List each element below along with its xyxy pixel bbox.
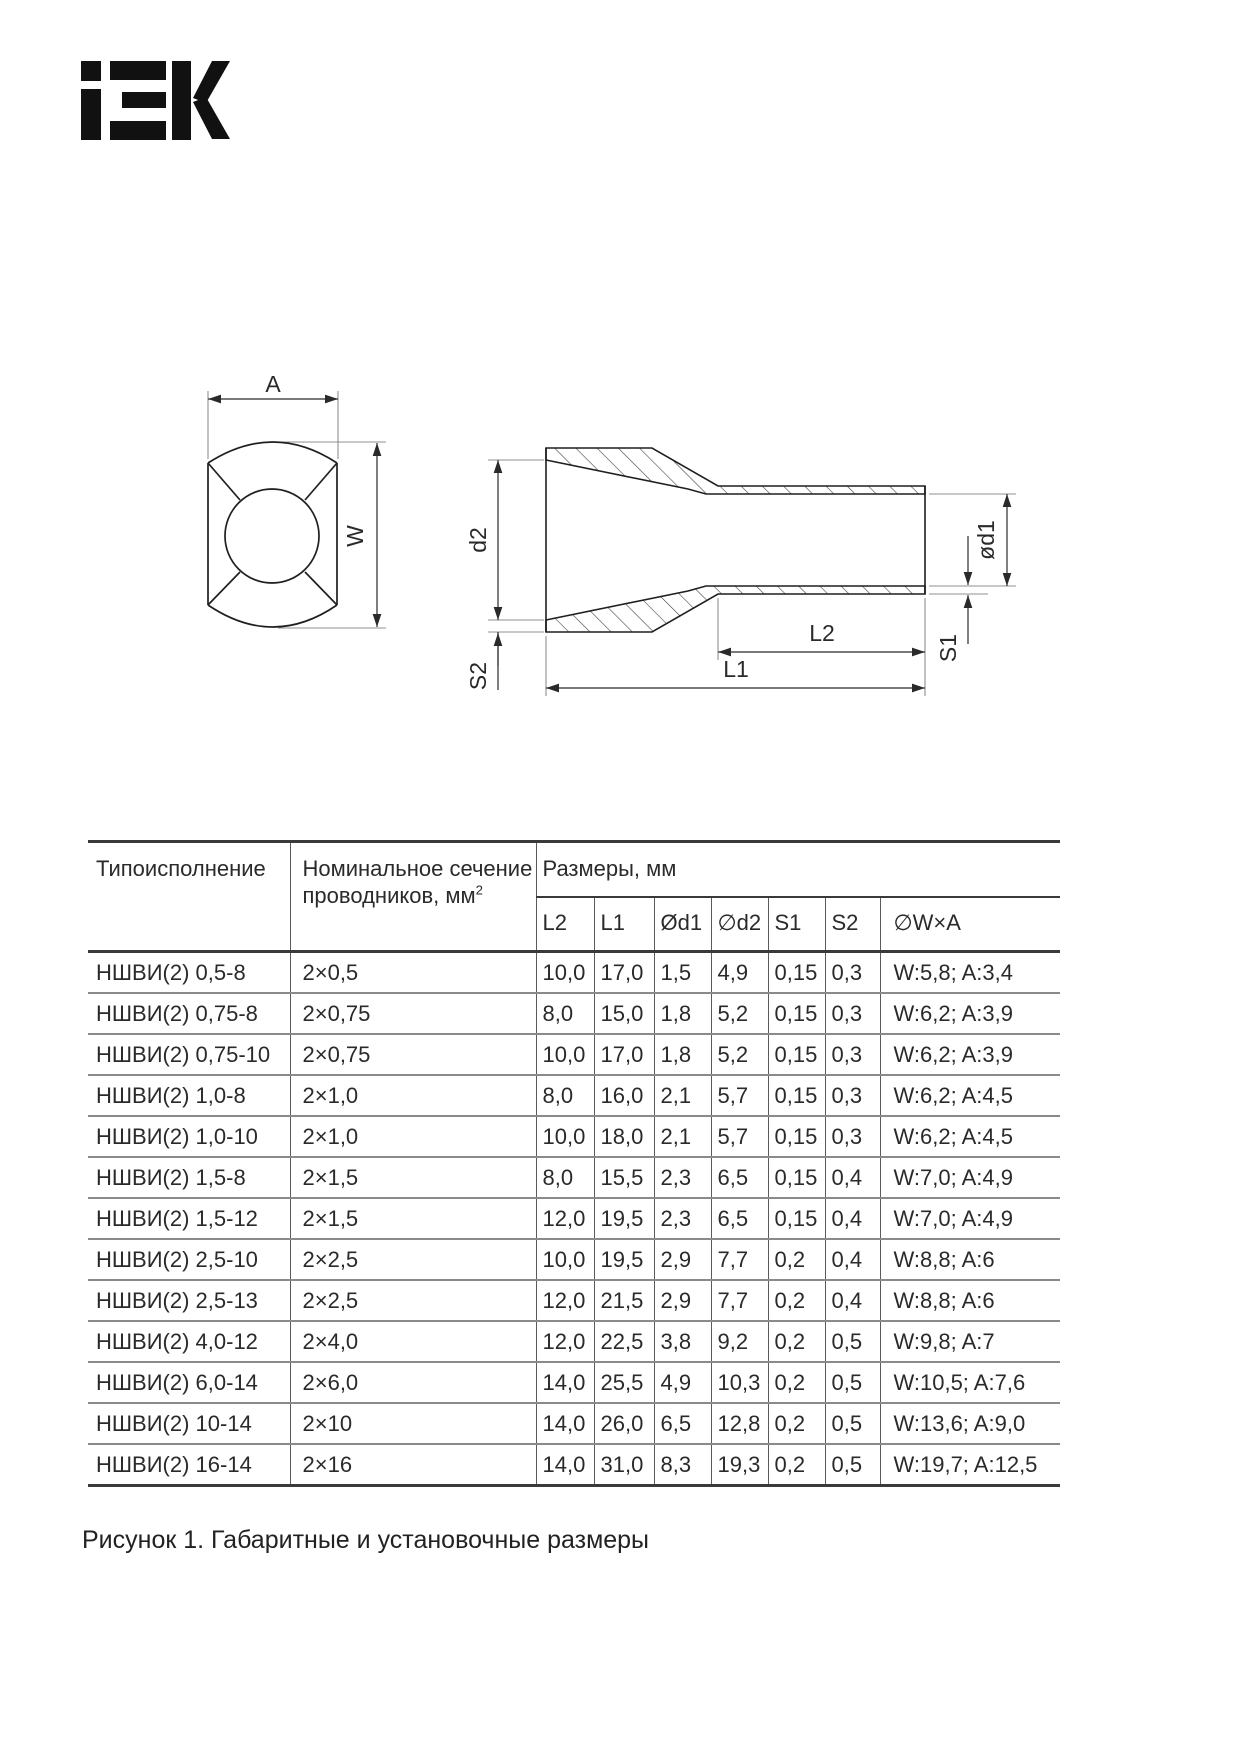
table-row — [88, 1239, 1060, 1280]
cell-section: 2×1,0 — [290, 1116, 536, 1157]
cell-s1: 0,15 — [768, 1034, 825, 1075]
cell-d2: 12,8 — [711, 1403, 768, 1444]
cell-wxa: W:8,8; A:6 — [880, 1239, 1060, 1280]
table-row — [88, 1280, 1060, 1321]
cell-s1: 0,15 — [768, 1198, 825, 1239]
cell-s2: 0,3 — [825, 1075, 880, 1116]
cell-wxa: W:8,8; A:6 — [880, 1280, 1060, 1321]
cell-l2: 8,0 — [536, 1157, 594, 1198]
cell-type: НШВИ(2) 10-14 — [88, 1403, 290, 1444]
logo-k-stem — [172, 61, 191, 140]
cell-d2: 6,5 — [711, 1198, 768, 1239]
cell-d2: 5,2 — [711, 993, 768, 1034]
cell-l2: 12,0 — [536, 1321, 594, 1362]
logo-e-top-bar — [110, 61, 166, 80]
table-row — [88, 1362, 1060, 1403]
header-d2: ∅d2 — [711, 897, 768, 952]
cell-d2: 5,7 — [711, 1075, 768, 1116]
table-row — [88, 1157, 1060, 1198]
cell-d1: 2,1 — [654, 1116, 711, 1157]
cell-d1: 2,9 — [654, 1280, 711, 1321]
cell-s2: 0,3 — [825, 1034, 880, 1075]
cell-type: НШВИ(2) 16-14 — [88, 1444, 290, 1486]
cell-wxa: W:7,0; A:4,9 — [880, 1157, 1060, 1198]
dim-label-d1: ød1 — [973, 520, 999, 560]
cell-wxa: W:9,8; A:7 — [880, 1321, 1060, 1362]
cell-s1: 0,2 — [768, 1280, 825, 1321]
cell-s2: 0,3 — [825, 993, 880, 1034]
cell-l2: 14,0 — [536, 1444, 594, 1486]
dim-label-s2: S2 — [465, 661, 491, 691]
cell-section: 2×0,75 — [290, 1034, 536, 1075]
table-row — [88, 1444, 1060, 1486]
cell-d1: 2,3 — [654, 1157, 711, 1198]
table-row — [88, 952, 1060, 994]
cell-section: 2×0,75 — [290, 993, 536, 1034]
cell-s2: 0,5 — [825, 1362, 880, 1403]
cell-d1: 8,3 — [654, 1444, 711, 1486]
header-s1: S1 — [768, 897, 825, 952]
cell-s2: 0,3 — [825, 952, 880, 994]
cell-l2: 10,0 — [536, 1239, 594, 1280]
cell-d1: 1,8 — [654, 1034, 711, 1075]
cell-d1: 2,1 — [654, 1075, 711, 1116]
side-view-drawing — [465, 448, 1016, 696]
cell-wxa: W:6,2; A:3,9 — [880, 1034, 1060, 1075]
table-row — [88, 1403, 1060, 1444]
dim-label-d2: d2 — [465, 527, 491, 553]
cell-section: 2×1,0 — [290, 1075, 536, 1116]
dim-label-w: W — [342, 525, 368, 547]
cell-wxa: W:5,8; A:3,4 — [880, 952, 1060, 994]
header-s2: S2 — [825, 897, 880, 952]
cell-s1: 0,2 — [768, 1362, 825, 1403]
cell-s2: 0,4 — [825, 1198, 880, 1239]
cell-s1: 0,15 — [768, 1116, 825, 1157]
cell-l2: 10,0 — [536, 1034, 594, 1075]
cell-l1: 19,5 — [594, 1198, 654, 1239]
cell-d2: 4,9 — [711, 952, 768, 994]
cell-wxa: W:6,2; A:3,9 — [880, 993, 1060, 1034]
cell-l1: 15,5 — [594, 1157, 654, 1198]
cell-section: 2×2,5 — [290, 1280, 536, 1321]
cell-section: 2×1,5 — [290, 1198, 536, 1239]
cell-s2: 0,4 — [825, 1157, 880, 1198]
cell-type: НШВИ(2) 4,0-12 — [88, 1321, 290, 1362]
ferrule-side-section — [546, 448, 925, 632]
cell-l2: 10,0 — [536, 1116, 594, 1157]
cell-section: 2×0,5 — [290, 952, 536, 994]
cell-type: НШВИ(2) 1,5-8 — [88, 1157, 290, 1198]
table-row — [88, 1075, 1060, 1116]
cell-s1: 0,2 — [768, 1444, 825, 1486]
cell-d2: 5,7 — [711, 1116, 768, 1157]
cell-section: 2×1,5 — [290, 1157, 536, 1198]
cell-section: 2×16 — [290, 1444, 536, 1486]
dim-label-a: A — [265, 371, 281, 397]
table-row — [88, 1198, 1060, 1239]
header-sizes-group: Размеры, мм — [536, 842, 1060, 897]
cell-s2: 0,5 — [825, 1321, 880, 1362]
dim-label-l1: L1 — [723, 656, 749, 682]
logo-k-upper-arm — [193, 61, 230, 103]
cell-type: НШВИ(2) 0,5-8 — [88, 952, 290, 994]
cell-l1: 17,0 — [594, 1034, 654, 1075]
cell-l1: 31,0 — [594, 1444, 654, 1486]
cell-wxa: W:13,6; A:9,0 — [880, 1403, 1060, 1444]
cell-wxa: W:6,2; A:4,5 — [880, 1075, 1060, 1116]
cell-l1: 15,0 — [594, 993, 654, 1034]
cell-l1: 26,0 — [594, 1403, 654, 1444]
cell-d2: 9,2 — [711, 1321, 768, 1362]
logo-k-lower-arm — [193, 97, 230, 139]
front-view-drawing — [208, 371, 386, 628]
logo-i-stem — [81, 89, 101, 140]
header-d1: Ød1 — [654, 897, 711, 952]
cell-d2: 5,2 — [711, 1034, 768, 1075]
cell-s2: 0,3 — [825, 1116, 880, 1157]
cell-l2: 14,0 — [536, 1362, 594, 1403]
cell-d2: 10,3 — [711, 1362, 768, 1403]
cell-d2: 6,5 — [711, 1157, 768, 1198]
cell-type: НШВИ(2) 0,75-8 — [88, 993, 290, 1034]
header-section-sup: 2 — [475, 882, 483, 898]
cell-wxa: W:10,5; A:7,6 — [880, 1362, 1060, 1403]
cell-l2: 12,0 — [536, 1280, 594, 1321]
cell-d1: 1,5 — [654, 952, 711, 994]
cell-section: 2×2,5 — [290, 1239, 536, 1280]
header-section — [290, 842, 536, 952]
dimensions-table — [88, 840, 1060, 1487]
cell-type: НШВИ(2) 0,75-10 — [88, 1034, 290, 1075]
cell-d1: 3,8 — [654, 1321, 711, 1362]
table-row — [88, 993, 1060, 1034]
header-section-line1: Номинальное сечение — [302, 856, 533, 881]
cell-type: НШВИ(2) 1,0-10 — [88, 1116, 290, 1157]
cell-wxa: W:19,7; A:12,5 — [880, 1444, 1060, 1486]
cell-s2: 0,5 — [825, 1403, 880, 1444]
table-row — [88, 1034, 1060, 1075]
header-wxa: ∅W×A — [880, 897, 1060, 952]
cell-l1: 25,5 — [594, 1362, 654, 1403]
table-row — [88, 1321, 1060, 1362]
cell-s2: 0,5 — [825, 1444, 880, 1486]
cell-l2: 8,0 — [536, 1075, 594, 1116]
cell-d2: 7,7 — [711, 1280, 768, 1321]
cell-d2: 7,7 — [711, 1239, 768, 1280]
logo-i-dot — [81, 61, 101, 81]
cell-s1: 0,2 — [768, 1239, 825, 1280]
ferrule-cross-section — [208, 442, 337, 627]
dim-label-l2: L2 — [809, 620, 835, 646]
cell-wxa: W:6,2; A:4,5 — [880, 1116, 1060, 1157]
table-body — [88, 952, 1060, 1486]
logo-e-mid-bar — [122, 92, 166, 108]
cell-wxa: W:7,0; A:4,9 — [880, 1198, 1060, 1239]
header-section-line2: проводников, мм — [302, 882, 476, 908]
cell-l1: 16,0 — [594, 1075, 654, 1116]
cell-type: НШВИ(2) 1,0-8 — [88, 1075, 290, 1116]
cell-l1: 19,5 — [594, 1239, 654, 1280]
cell-d1: 6,5 — [654, 1403, 711, 1444]
header-type: Типоисполнение — [96, 856, 266, 881]
cell-d1: 2,9 — [654, 1239, 711, 1280]
header-l1: L1 — [594, 897, 654, 952]
logo-e-bottom-bar — [110, 121, 166, 140]
cell-s2: 0,4 — [825, 1280, 880, 1321]
cell-s1: 0,15 — [768, 1075, 825, 1116]
cell-l1: 17,0 — [594, 952, 654, 994]
cell-section: 2×4,0 — [290, 1321, 536, 1362]
cell-l2: 10,0 — [536, 952, 594, 994]
figure-caption: Рисунок 1. Габаритные и установочные размеры — [82, 1526, 650, 1554]
dim-label-s1: S1 — [935, 633, 961, 663]
cell-l1: 22,5 — [594, 1321, 654, 1362]
cell-type: НШВИ(2) 6,0-14 — [88, 1362, 290, 1403]
cell-type: НШВИ(2) 2,5-10 — [88, 1239, 290, 1280]
cell-l1: 21,5 — [594, 1280, 654, 1321]
cell-l2: 8,0 — [536, 993, 594, 1034]
cell-l2: 14,0 — [536, 1403, 594, 1444]
cell-d1: 1,8 — [654, 993, 711, 1034]
cell-d2: 19,3 — [711, 1444, 768, 1486]
cell-d1: 4,9 — [654, 1362, 711, 1403]
table-row — [88, 1116, 1060, 1157]
cell-s1: 0,2 — [768, 1403, 825, 1444]
cell-s1: 0,15 — [768, 993, 825, 1034]
header-l2: L2 — [536, 897, 594, 952]
cell-type: НШВИ(2) 2,5-13 — [88, 1280, 290, 1321]
cell-s2: 0,4 — [825, 1239, 880, 1280]
cell-type: НШВИ(2) 1,5-12 — [88, 1198, 290, 1239]
cell-s1: 0,15 — [768, 952, 825, 994]
cell-section: 2×6,0 — [290, 1362, 536, 1403]
cell-l2: 12,0 — [536, 1198, 594, 1239]
cell-l1: 18,0 — [594, 1116, 654, 1157]
iek-logo — [81, 61, 230, 140]
cell-s1: 0,15 — [768, 1157, 825, 1198]
cell-section: 2×10 — [290, 1403, 536, 1444]
cell-d1: 2,3 — [654, 1198, 711, 1239]
cell-s1: 0,2 — [768, 1321, 825, 1362]
